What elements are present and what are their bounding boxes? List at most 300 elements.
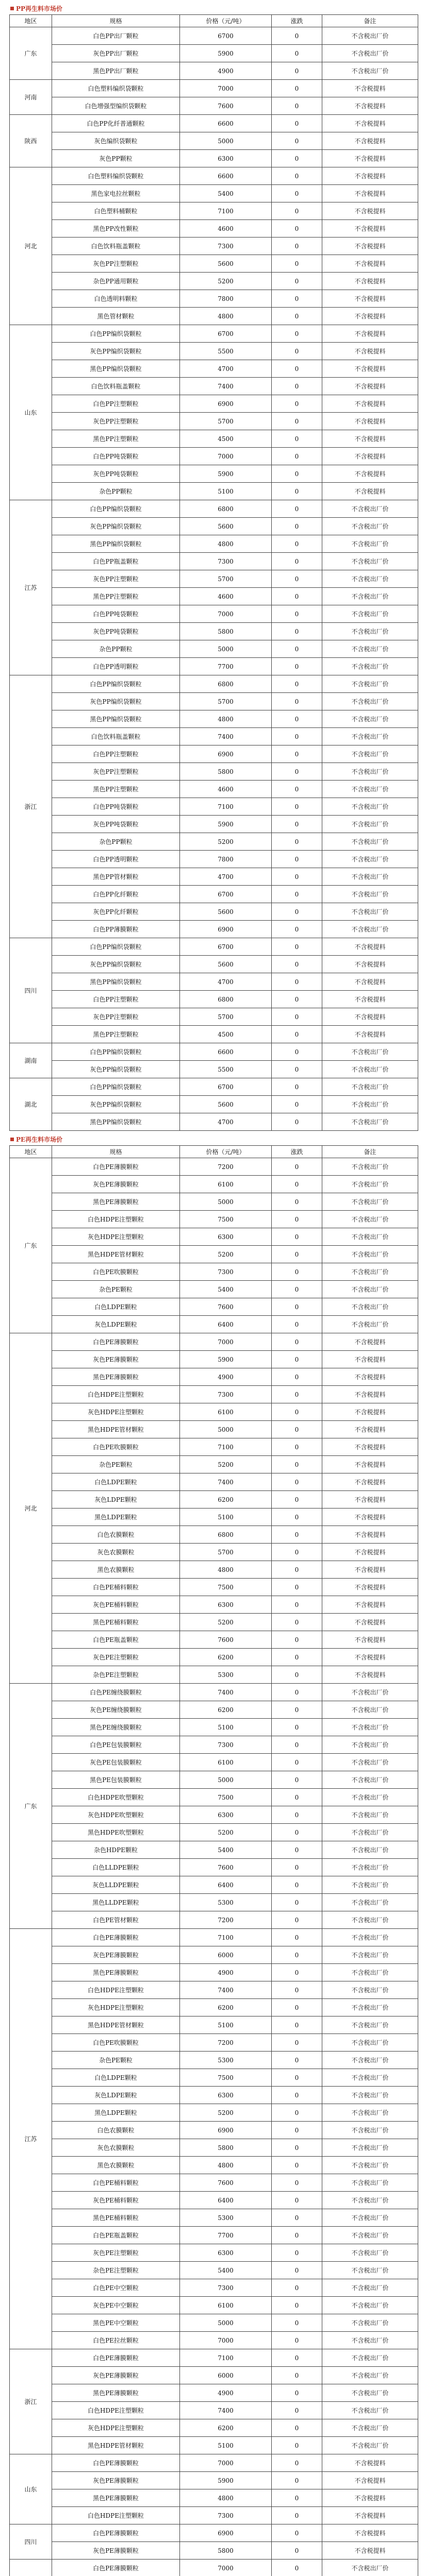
price-cell: 5700 [180, 1544, 272, 1561]
price-table-pp [9, 14, 418, 1131]
note-cell: 不含税出厂价 [322, 675, 418, 693]
table-row [10, 2157, 418, 2174]
note-cell: 不含税出厂价 [322, 640, 418, 658]
price-cell: 4800 [180, 2157, 272, 2174]
product-cell: 白色PE薄膜颗粒 [52, 1158, 180, 1176]
table-body-pe [10, 1158, 418, 2576]
note-cell: 不含税出厂价 [322, 2402, 418, 2419]
product-cell: 杂色PE注塑颗粒 [52, 1666, 180, 1684]
price-cell: 7300 [180, 1386, 272, 1403]
note-cell: 不含税提料 [322, 1473, 418, 1491]
note-cell: 不含税出厂价 [322, 2332, 418, 2349]
product-cell: 黑色PE薄膜颗粒 [52, 2489, 180, 2507]
product-cell: 灰色PP编织袋颗粒 [52, 518, 180, 535]
product-cell: 白色PE拉丝颗粒 [52, 2332, 180, 2349]
table-row [10, 2104, 418, 2122]
table-row [10, 2542, 418, 2560]
table-row [10, 1298, 418, 1316]
table-row [10, 763, 418, 781]
region-cell: 河北 [10, 1333, 52, 1684]
product-cell: 白色LLDPE颗粒 [52, 1859, 180, 1876]
price-cell: 7300 [180, 1263, 272, 1281]
note-cell: 不含税出厂价 [322, 2087, 418, 2104]
change-cell: 0 [272, 1981, 322, 1999]
product-cell: 白色PE薄膜颗粒 [52, 2524, 180, 2542]
table-row [10, 1008, 418, 1026]
note-cell: 不含税出厂价 [322, 763, 418, 781]
price-cell: 7000 [180, 605, 272, 623]
product-cell: 白色PP吨袋颗粒 [52, 798, 180, 816]
price-cell: 5100 [180, 2437, 272, 2454]
note-cell: 不含税提料 [322, 1596, 418, 1614]
note-cell: 不含税提料 [322, 2542, 418, 2560]
product-cell: 白色PP透明颗粒 [52, 658, 180, 675]
product-cell: 白色塑料编织袋颗粒 [52, 80, 180, 97]
product-cell: 黑色PP编织袋颗粒 [52, 1113, 180, 1131]
price-cell: 6300 [180, 1228, 272, 1246]
note-cell: 不含税出厂价 [322, 2279, 418, 2297]
price-cell: 5800 [180, 623, 272, 640]
change-cell: 0 [272, 2209, 322, 2227]
note-cell: 不含税出厂价 [322, 1719, 418, 1736]
price-cell: 7500 [180, 2069, 272, 2087]
table-row [10, 2402, 418, 2419]
note-cell: 不含税提料 [322, 1008, 418, 1026]
change-cell: 0 [272, 1298, 322, 1316]
table-row [10, 693, 418, 710]
product-cell: 白色农膜颗粒 [52, 1526, 180, 1544]
note-cell: 不含税提料 [322, 2454, 418, 2472]
table-row [10, 938, 418, 956]
note-cell: 不含税提料 [322, 1438, 418, 1456]
note-cell: 不含税出厂价 [322, 623, 418, 640]
price-cell: 4800 [180, 308, 272, 325]
price-cell: 6400 [180, 1316, 272, 1333]
product-cell: 灰色LDPE颗粒 [52, 2087, 180, 2104]
change-cell: 0 [272, 1043, 322, 1061]
table-row [10, 1946, 418, 1964]
price-cell: 5600 [180, 1096, 272, 1113]
price-cell: 6200 [180, 2419, 272, 2437]
price-cell: 5600 [180, 903, 272, 921]
change-cell: 0 [272, 1509, 322, 1526]
note-cell: 不含税出厂价 [322, 2209, 418, 2227]
note-cell: 不含税出厂价 [322, 1298, 418, 1316]
product-cell: 杂色PE颗粒 [52, 1281, 180, 1298]
price-cell: 5100 [180, 1509, 272, 1526]
price-cell: 6700 [180, 938, 272, 956]
note-cell: 不含税提料 [322, 1491, 418, 1509]
change-cell: 0 [272, 921, 322, 938]
change-cell: 0 [272, 1876, 322, 1894]
change-cell: 0 [272, 1491, 322, 1509]
product-cell: 黑色HDPE管材颗粒 [52, 2016, 180, 2034]
product-cell: 白色PP编织袋颗粒 [52, 325, 180, 343]
table-row [10, 255, 418, 273]
note-cell: 不含税提料 [322, 1421, 418, 1438]
product-cell: 黑色家电拉丝颗粒 [52, 185, 180, 202]
price-cell: 6800 [180, 675, 272, 693]
change-cell: 0 [272, 1281, 322, 1298]
note-cell: 不含税提料 [322, 255, 418, 273]
note-cell: 不含税提料 [322, 465, 418, 483]
change-cell: 0 [272, 1113, 322, 1131]
price-cell: 7100 [180, 798, 272, 816]
note-cell: 不含税提料 [322, 290, 418, 308]
price-cell: 6200 [180, 1491, 272, 1509]
change-cell: 0 [272, 413, 322, 430]
change-cell: 0 [272, 2297, 322, 2314]
price-cell: 5000 [180, 640, 272, 658]
table-row [10, 2384, 418, 2402]
change-cell: 0 [272, 290, 322, 308]
price-cell: 7300 [180, 238, 272, 255]
change-cell: 0 [272, 27, 322, 45]
change-cell: 0 [272, 1666, 322, 1684]
note-cell: 不含税出厂价 [322, 1981, 418, 1999]
change-cell: 0 [272, 273, 322, 290]
product-cell: 灰色PE中空颗粒 [52, 2297, 180, 2314]
note-cell: 不含税提料 [322, 167, 418, 185]
region-cell: 广东 [10, 1158, 52, 1333]
table-row [10, 956, 418, 973]
change-cell: 0 [272, 1736, 322, 1754]
price-cell: 5100 [180, 1719, 272, 1736]
change-cell: 0 [272, 1649, 322, 1666]
region-cell: 山东 [10, 2454, 52, 2524]
note-cell: 不含税提料 [322, 973, 418, 991]
table-row [10, 623, 418, 640]
note-cell: 不含税出厂价 [322, 553, 418, 570]
change-cell: 0 [272, 2279, 322, 2297]
product-cell: 白色PP注塑颗粒 [52, 745, 180, 763]
note-cell: 不含税出厂价 [322, 2314, 418, 2332]
note-cell: 不含税提料 [322, 97, 418, 115]
change-cell: 0 [272, 570, 322, 588]
note-cell: 不含税出厂价 [322, 27, 418, 45]
table-row [10, 1263, 418, 1281]
note-cell: 不含税提料 [322, 308, 418, 325]
note-cell: 不含税出厂价 [322, 1158, 418, 1176]
note-cell: 不含税出厂价 [322, 588, 418, 605]
table-row [10, 378, 418, 395]
product-cell: 白色PE薄膜颗粒 [52, 2560, 180, 2576]
price-cell: 4500 [180, 430, 272, 448]
price-cell: 6700 [180, 886, 272, 903]
table-row [10, 1736, 418, 1754]
product-cell: 白色增强型编织袋颗粒 [52, 97, 180, 115]
price-cell: 4800 [180, 535, 272, 553]
note-cell: 不含税出厂价 [322, 1281, 418, 1298]
note-cell: 不含税出厂价 [322, 2157, 418, 2174]
table-row [10, 132, 418, 150]
price-cell: 5000 [180, 2314, 272, 2332]
change-cell: 0 [272, 2419, 322, 2437]
product-cell: 白色PP注塑颗粒 [52, 395, 180, 413]
price-cell: 7000 [180, 2454, 272, 2472]
section-title-pe [9, 1134, 418, 1145]
product-cell: 白色PE瓶盖颗粒 [52, 1631, 180, 1649]
price-cell: 4500 [180, 1026, 272, 1043]
table-row [10, 1964, 418, 1981]
table-row [10, 1614, 418, 1631]
note-cell: 不含税出厂价 [322, 658, 418, 675]
change-cell: 0 [272, 1789, 322, 1806]
change-cell: 0 [272, 2192, 322, 2209]
product-cell: 灰色PP吨袋颗粒 [52, 623, 180, 640]
price-cell: 5000 [180, 1421, 272, 1438]
product-cell: 黑色管材颗粒 [52, 308, 180, 325]
table-row [10, 465, 418, 483]
change-cell: 0 [272, 2069, 322, 2087]
product-cell: 灰色PE薄膜颗粒 [52, 2542, 180, 2560]
product-cell: 灰色PP吨袋颗粒 [52, 465, 180, 483]
note-cell: 不含税出厂价 [322, 45, 418, 62]
change-cell: 0 [272, 938, 322, 956]
table-row [10, 2332, 418, 2349]
change-cell: 0 [272, 1456, 322, 1473]
change-cell: 0 [272, 167, 322, 185]
price-cell: 4900 [180, 62, 272, 80]
note-cell: 不含税出厂价 [322, 1859, 418, 1876]
change-cell: 0 [272, 2052, 322, 2069]
price-cell: 6300 [180, 2244, 272, 2262]
price-cell: 6700 [180, 27, 272, 45]
change-cell: 0 [272, 973, 322, 991]
price-cell: 6200 [180, 1649, 272, 1666]
table-row [10, 45, 418, 62]
note-cell: 不含税出厂价 [322, 1789, 418, 1806]
table-row [10, 851, 418, 868]
table-row [10, 745, 418, 763]
table-row [10, 1351, 418, 1368]
table-row [10, 798, 418, 816]
table-row [10, 903, 418, 921]
change-cell: 0 [272, 255, 322, 273]
note-cell: 不含税出厂价 [322, 2297, 418, 2314]
table-row [10, 2122, 418, 2139]
table-row [10, 535, 418, 553]
price-cell: 5800 [180, 2542, 272, 2560]
note-cell: 不含税出厂价 [322, 500, 418, 518]
price-cell: 5200 [180, 1824, 272, 1841]
note-cell: 不含税提料 [322, 1649, 418, 1666]
note-cell: 不含税出厂价 [322, 2139, 418, 2157]
change-cell: 0 [272, 1754, 322, 1771]
price-cell: 4600 [180, 781, 272, 798]
change-cell: 0 [272, 693, 322, 710]
price-cell: 6300 [180, 1806, 272, 1824]
change-cell: 0 [272, 1771, 322, 1789]
note-cell: 不含税出厂价 [322, 693, 418, 710]
note-cell: 不含税出厂价 [322, 868, 418, 886]
note-cell: 不含税提料 [322, 448, 418, 465]
change-cell: 0 [272, 308, 322, 325]
product-cell: 黑色HDPE吹塑颗粒 [52, 1824, 180, 1841]
price-cell: 7500 [180, 1579, 272, 1596]
product-cell: 灰色PP编织袋颗粒 [52, 1061, 180, 1078]
region-cell: 广东 [10, 1684, 52, 1929]
price-cell: 4900 [180, 1964, 272, 1981]
note-cell: 不含税出厂价 [322, 1043, 418, 1061]
price-cell: 7700 [180, 2227, 272, 2244]
change-cell: 0 [272, 2016, 322, 2034]
note-cell: 不含税提料 [322, 430, 418, 448]
product-cell: 黑色HDPE管材颗粒 [52, 1421, 180, 1438]
table-row [10, 2087, 418, 2104]
table-row [10, 1911, 418, 1929]
product-cell: 灰色HDPE注塑颗粒 [52, 1999, 180, 2016]
change-cell: 0 [272, 1964, 322, 1981]
change-cell: 0 [272, 1263, 322, 1281]
product-cell: 黑色PP编织袋颗粒 [52, 535, 180, 553]
change-cell: 0 [272, 763, 322, 781]
region-cell: 四川 [10, 938, 52, 1043]
product-cell: 白色LDPE颗粒 [52, 1473, 180, 1491]
product-cell: 灰色PP编织袋颗粒 [52, 343, 180, 360]
change-cell: 0 [272, 395, 322, 413]
change-cell: 0 [272, 2157, 322, 2174]
product-cell: 白色PE瓶盖颗粒 [52, 2227, 180, 2244]
product-cell: 白色LDPE颗粒 [52, 1298, 180, 1316]
product-cell: 灰色PE薄膜颗粒 [52, 1351, 180, 1368]
note-cell: 不含税出厂价 [322, 2419, 418, 2437]
title-marker-icon [10, 1138, 14, 1141]
table-row [10, 710, 418, 728]
change-cell: 0 [272, 1684, 322, 1701]
change-cell: 0 [272, 868, 322, 886]
table-row [10, 325, 418, 343]
product-cell: 白色PP编织袋颗粒 [52, 675, 180, 693]
change-cell: 0 [272, 956, 322, 973]
header-note: 备注 [322, 15, 418, 27]
note-cell: 不含税出厂价 [322, 2174, 418, 2192]
table-row [10, 395, 418, 413]
note-cell: 不含税出厂价 [322, 2262, 418, 2279]
note-cell: 不含税提料 [322, 185, 418, 202]
change-cell: 0 [272, 2402, 322, 2419]
note-cell: 不含税提料 [322, 1666, 418, 1684]
price-cell: 4600 [180, 220, 272, 238]
table-row [10, 238, 418, 255]
region-cell: 浙江 [10, 675, 52, 938]
table-row [10, 833, 418, 851]
change-cell: 0 [272, 360, 322, 378]
table-row [10, 97, 418, 115]
table-row [10, 1211, 418, 1228]
price-cell: 5900 [180, 2472, 272, 2489]
note-cell: 不含税出厂价 [322, 2069, 418, 2087]
product-cell: 杂色PE注塑颗粒 [52, 2262, 180, 2279]
change-cell: 0 [272, 623, 322, 640]
price-cell: 6100 [180, 1176, 272, 1193]
table-row [10, 1544, 418, 1561]
note-cell: 不含税提料 [322, 991, 418, 1008]
product-cell: 黑色PE薄膜颗粒 [52, 1368, 180, 1386]
table-row [10, 1368, 418, 1386]
product-cell: 白色PP编织袋颗粒 [52, 938, 180, 956]
price-cell: 5300 [180, 2052, 272, 2069]
change-cell: 0 [272, 2524, 322, 2542]
change-cell: 0 [272, 1946, 322, 1964]
price-cell: 7600 [180, 1859, 272, 1876]
price-cell: 6900 [180, 395, 272, 413]
change-cell: 0 [272, 2542, 322, 2560]
change-cell: 0 [272, 483, 322, 500]
price-cell: 7200 [180, 2034, 272, 2052]
price-cell: 6100 [180, 2297, 272, 2314]
table-row [10, 1438, 418, 1456]
price-cell: 6800 [180, 1526, 272, 1544]
price-cell: 7400 [180, 378, 272, 395]
note-cell: 不含税出厂价 [322, 2104, 418, 2122]
table-row [10, 991, 418, 1008]
note-cell: 不含税提料 [322, 1333, 418, 1351]
table-row [10, 1824, 418, 1841]
change-cell: 0 [272, 500, 322, 518]
note-cell: 不含税出厂价 [322, 1246, 418, 1263]
change-cell: 0 [272, 851, 322, 868]
change-cell: 0 [272, 2437, 322, 2454]
change-cell: 0 [272, 1999, 322, 2016]
change-cell: 0 [272, 728, 322, 745]
note-cell: 不含税出厂价 [322, 1316, 418, 1333]
change-cell: 0 [272, 1096, 322, 1113]
change-cell: 0 [272, 1824, 322, 1841]
product-cell: 黑色HDPE管材颗粒 [52, 1246, 180, 1263]
table-row [10, 430, 418, 448]
change-cell: 0 [272, 2104, 322, 2122]
price-cell: 5400 [180, 185, 272, 202]
table-row [10, 886, 418, 903]
product-cell: 灰色PE薄膜颗粒 [52, 1946, 180, 1964]
table-row [10, 1841, 418, 1859]
table-row [10, 2297, 418, 2314]
note-cell: 不含税出厂价 [322, 710, 418, 728]
table-row [10, 2367, 418, 2384]
region-cell: 山东 [10, 325, 52, 500]
note-cell: 不含税提料 [322, 2489, 418, 2507]
note-cell: 不含税提料 [322, 273, 418, 290]
price-cell: 6900 [180, 2524, 272, 2542]
product-cell: 杂色PP颗粒 [52, 833, 180, 851]
change-cell: 0 [272, 1614, 322, 1631]
table-row [10, 2034, 418, 2052]
price-cell: 7400 [180, 1981, 272, 1999]
price-cell: 7000 [180, 448, 272, 465]
table-row [10, 1421, 418, 1438]
product-cell: 白色HDPE注塑颗粒 [52, 1211, 180, 1228]
table-row [10, 553, 418, 570]
section-title-text: PE再生料市场价 [16, 1136, 63, 1143]
price-cell: 4700 [180, 973, 272, 991]
price-cell: 5700 [180, 570, 272, 588]
table-row [10, 2069, 418, 2087]
table-row [10, 1078, 418, 1096]
price-cell: 5900 [180, 45, 272, 62]
price-cell: 7200 [180, 1911, 272, 1929]
note-cell: 不含税提料 [322, 1614, 418, 1631]
note-cell: 不含税提料 [322, 1509, 418, 1526]
price-cell: 4900 [180, 2384, 272, 2402]
note-cell: 不含税出厂价 [322, 2437, 418, 2454]
product-cell: 白色LDPE颗粒 [52, 2069, 180, 2087]
change-cell: 0 [272, 1929, 322, 1946]
change-cell: 0 [272, 465, 322, 483]
note-cell: 不含税出厂价 [322, 1211, 418, 1228]
note-cell: 不含税出厂价 [322, 781, 418, 798]
price-cell: 6100 [180, 1403, 272, 1421]
